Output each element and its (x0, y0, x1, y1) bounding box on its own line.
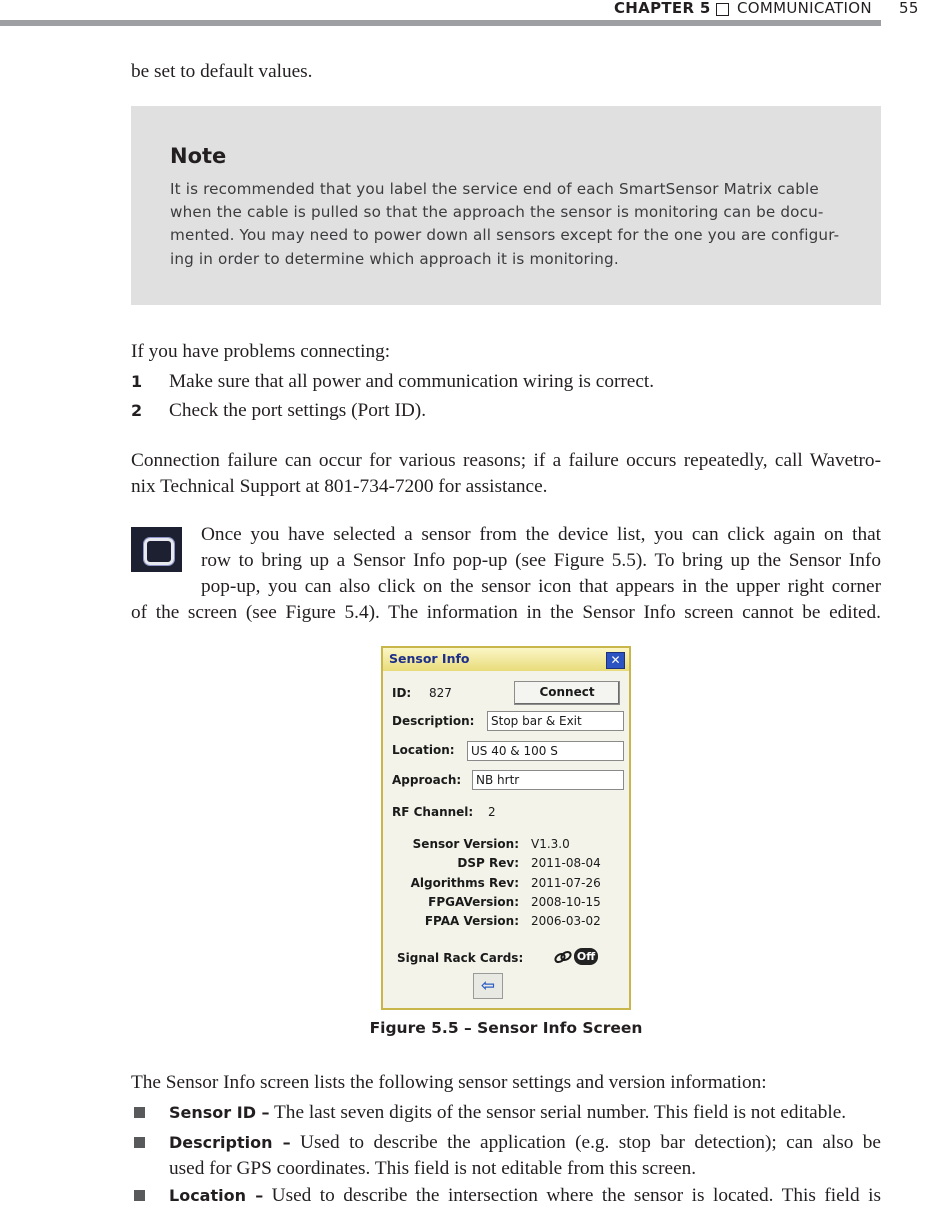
dsp-rev-label: DSP Rev: (457, 856, 519, 870)
rf-channel-value: 2 (488, 805, 496, 819)
bullet-text: Used to describe the intersection where the sensor is located. This field is (271, 1185, 881, 1206)
sensor-info-window (381, 646, 631, 1010)
bullet-label: Description – (169, 1133, 291, 1152)
bullet-text: Used to describe the application (e.g. stop bar detection); can also be (300, 1132, 881, 1153)
step-text: Make sure that all power and communication wiring is correct. (169, 371, 655, 392)
step-number: 1 (131, 372, 143, 391)
link-icon (554, 949, 572, 965)
list-intro: The Sensor Info screen lists the following sensor settings and version information: (131, 1072, 767, 1093)
bullet-label: Location – (169, 1186, 264, 1205)
fpga-version-value: 2008-10-15 (531, 895, 601, 909)
dsp-rev-value: 2011-08-04 (531, 856, 601, 870)
step-text: Check the port settings (Port ID). (169, 400, 427, 421)
intro-line: be set to default values. (131, 61, 313, 82)
note-line: ing in order to determine which approach it is monitoring. (170, 250, 619, 268)
location-label: Location: (392, 743, 455, 757)
icon-para-line: of the screen (see Figure 5.4). The information in the Sensor Info screen cannot be edited. (131, 602, 881, 623)
approach-label: Approach: (392, 773, 462, 787)
bullet-continuation: used for GPS coordinates. This field is not editable from this screen. (169, 1158, 697, 1179)
bullet-square (134, 1137, 145, 1148)
id-value: 827 (429, 686, 452, 700)
fpga-version-label: FPGAVersion: (428, 895, 519, 909)
bullet-item (169, 1130, 881, 1156)
description-field[interactable]: Stop bar & Exit (487, 711, 624, 731)
back-arrow-icon[interactable]: ⇦ (473, 973, 503, 999)
signal-rack-toggle[interactable]: Off (574, 948, 598, 965)
chapter-label: CHAPTER 5 (614, 0, 711, 17)
description-label: Description: (392, 714, 475, 728)
sensor-icon (131, 527, 182, 572)
icon-para-line: pop-up, you can also click on the sensor icon that appears in the upper right corner (201, 576, 881, 597)
note-line: It is recommended that you label the service end of each SmartSensor Matrix cable (170, 180, 819, 198)
fpaa-version-value: 2006-03-02 (531, 914, 601, 928)
note-line: when the cable is pulled so that the approach the sensor is monitoring can be docu- (170, 203, 824, 221)
bullet-item (169, 1100, 846, 1126)
note-box (131, 106, 881, 305)
page-number: 55 (899, 0, 919, 17)
bullet-square (134, 1107, 145, 1118)
bullet-label: Sensor ID – (169, 1103, 270, 1122)
problems-intro: If you have problems connecting: (131, 341, 391, 362)
rf-channel-label: RF Channel: (392, 805, 474, 819)
sensor-info-titlebar (383, 648, 629, 671)
step-number: 2 (131, 401, 143, 420)
signal-rack-label: Signal Rack Cards: (397, 951, 524, 965)
sensor-info-title: Sensor Info (389, 651, 470, 666)
sensor-version-value: V1.3.0 (531, 837, 570, 851)
bullet-square (134, 1190, 145, 1201)
icon-para-line: row to bring up a Sensor Info pop-up (see Figure 5.5). To bring up the Sensor Info (201, 550, 881, 571)
location-field[interactable]: US 40 & 100 S (467, 741, 624, 761)
note-title: Note (170, 144, 227, 168)
bullet-item (169, 1183, 881, 1209)
icon-para-line: Once you have selected a sensor from the device list, you can click again on that (201, 524, 881, 545)
failure-para-line: Connection failure can occur for various reasons; if a failure occurs repeatedly, call Wavetro- (131, 450, 881, 471)
close-icon[interactable]: ✕ (606, 652, 625, 669)
header-separator-box (716, 3, 729, 16)
figure-caption: Figure 5.5 – Sensor Info Screen (369, 1019, 643, 1037)
bullet-text: The last seven digits of the sensor serial number. This field is not editable. (274, 1102, 847, 1123)
note-line: mented. You may need to power down all sensors except for the one you are configur- (170, 226, 840, 244)
failure-para-line: nix Technical Support at 801-734-7200 for assistance. (131, 476, 548, 497)
algorithms-rev-label: Algorithms Rev: (410, 876, 519, 890)
algorithms-rev-value: 2011-07-26 (531, 876, 601, 890)
id-label: ID: (392, 686, 412, 700)
header-rule (0, 20, 881, 26)
sensor-version-label: Sensor Version: (412, 837, 519, 851)
section-label: COMMUNICATION (737, 0, 872, 17)
connect-button[interactable]: Connect (514, 681, 620, 705)
fpaa-version-label: FPAA Version: (424, 914, 519, 928)
approach-field[interactable]: NB hrtr (472, 770, 624, 790)
